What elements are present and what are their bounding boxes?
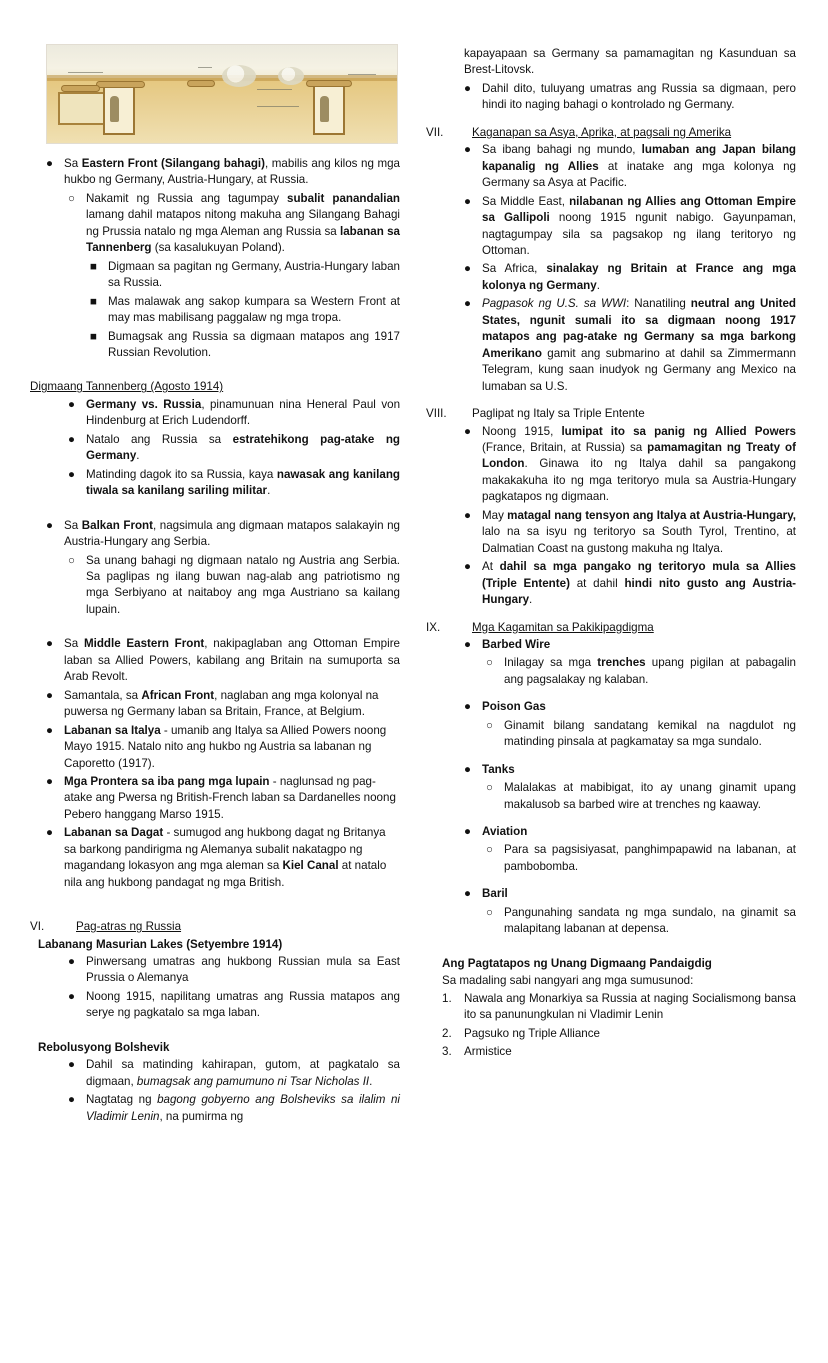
closing-numbered-list <box>442 991 796 1062</box>
list-item <box>464 142 796 192</box>
list-item <box>46 723 400 773</box>
spacer <box>426 877 796 886</box>
bullet-disc-icon: ● <box>464 194 472 208</box>
list-item <box>90 329 400 363</box>
list-item <box>68 397 400 431</box>
section-number: VII. <box>426 125 444 139</box>
list-number: 2. <box>442 1026 452 1040</box>
weapon-item <box>464 886 796 903</box>
rich-text: Sa Middle Eastern Front, nakipaglaban ang Ottoman Empire laban sa Allied Powers, kabilang ang Britain na sumuporta sa Arab Revolt. <box>64 637 400 684</box>
list-item <box>442 1044 796 1061</box>
list-item <box>46 636 400 686</box>
rich-text: May matagal nang tensyon ang Italya at Austria-Hungary, lalo na sa isyu ng teritoryo sa South Tyrol, Trentino, at Dalmatian Coast na gustong makuha ng Italya. <box>482 508 797 555</box>
weapon-label: Aviation <box>482 825 528 839</box>
bullet-disc-icon: ● <box>68 1058 76 1072</box>
list-item <box>442 991 796 1025</box>
bullet-disc-icon: ● <box>68 1093 76 1107</box>
continuation-paragraph <box>464 46 796 80</box>
list-item <box>68 989 400 1023</box>
section-heading-vi <box>30 919 400 935</box>
label-leader-line <box>257 89 292 90</box>
left-column <box>30 40 400 1127</box>
bullet-disc-icon: ● <box>464 825 472 839</box>
spacer <box>426 940 796 956</box>
bullet-disc-icon: ● <box>68 432 76 446</box>
spacer <box>30 363 400 379</box>
rich-text: Ginamit bilang sandatang kemikal na nagdulot ng matinding pinsala at pagkamatay sa mga sundalo. <box>504 718 796 749</box>
label-leader-line <box>348 74 376 75</box>
bullet-square-icon: ■ <box>90 294 98 308</box>
bullet-disc-icon: ● <box>464 297 472 311</box>
rich-text: Pangunahing sandata ng mga sundalo, na ginamit sa malapitang labanan at depensa. <box>504 905 796 936</box>
bullet-square-icon: ■ <box>90 259 98 273</box>
section-heading-vii <box>426 125 796 141</box>
list-item <box>464 559 796 609</box>
rich-text: Sa ibang bahagi ng mundo, lumaban ang Japan bilang kapanalig ng Allies at inatake ang mga kolonya ng Germany sa Asya at Pacific. <box>482 143 796 190</box>
rich-text: Sa Eastern Front (Silangang bahagi), mabilis ang kilos ng mga hukbo ng Germany, Austria-Hungary, at Russia. <box>64 157 401 187</box>
list-item <box>68 467 400 501</box>
bullet-disc-icon: ● <box>464 508 472 522</box>
list-item <box>46 156 400 190</box>
bullet-disc-icon: ● <box>464 262 472 276</box>
rich-text: Nagtatag ng bagong gobyerno ang Bolsheviks sa ilalim ni Vladimir Lenin, na pumirma ng <box>86 1093 400 1123</box>
weapon-label: Barbed Wire <box>482 637 551 651</box>
label-leader-line <box>257 106 299 107</box>
bullet-disc-icon: ● <box>68 955 76 969</box>
list-item <box>486 842 796 876</box>
sandbag-parapet-icon <box>187 80 215 87</box>
list-item <box>464 261 796 295</box>
right-column <box>426 40 796 1062</box>
bullet-disc-icon: ● <box>464 81 472 95</box>
section-heading-viii <box>426 406 796 422</box>
list-item <box>90 259 400 293</box>
bullet-disc-icon: ● <box>46 688 54 702</box>
section-title: Mga Kagamitan sa Pakikipagdigma <box>472 620 654 634</box>
bullet-square-icon: ■ <box>90 329 98 343</box>
bullet-disc-icon: ● <box>46 723 54 737</box>
closing-heading: Ang Pagtatapos ng Unang Digmaang Pandaigdig <box>442 956 712 970</box>
bullet-circle-icon: ○ <box>486 843 494 857</box>
list-item <box>68 553 400 620</box>
bullet-disc-icon: ● <box>68 467 76 481</box>
list-number: 3. <box>442 1045 452 1059</box>
bullet-circle-icon: ○ <box>486 718 494 732</box>
bullet-disc-icon: ● <box>464 887 472 901</box>
list-item <box>90 294 400 328</box>
tannenberg-heading: Digmaang Tannenberg (Agosto 1914) <box>30 380 224 394</box>
soldier-figure-icon <box>110 96 119 122</box>
shrub-icon <box>278 67 304 85</box>
sandbag-parapet-icon <box>306 80 352 87</box>
rich-text: Nakamit ng Russia ang tagumpay subalit panandalian lamang dahil matapos nitong makuha ang Silangang Bahagi ng Prussia natalo ng mga Aleman ang Russia sa labanan sa Tannenberg (sa kasalukuyan Poland). <box>86 191 401 255</box>
rich-text: Mas malawak ang sakop kumpara sa Western Front at may mas mabilisang paggalaw ng mga tropa. <box>108 294 400 325</box>
bullet-disc-icon: ● <box>46 826 54 840</box>
closing-subtitle: Sa madaling sabi nangyari ang mga sumusunod: <box>442 974 694 988</box>
bullet-disc-icon: ● <box>46 637 54 651</box>
bullet-disc-icon: ● <box>46 157 54 170</box>
section-title: Kaganapan sa Asya, Aprika, at pagsali ng Amerika <box>472 125 732 139</box>
list-item <box>464 508 796 558</box>
section-heading-ix <box>426 620 796 636</box>
spacer <box>426 690 796 699</box>
list-item <box>68 1057 400 1091</box>
list-number: 1. <box>442 991 452 1005</box>
rich-text: Labanan sa Dagat - sumugod ang hukbong dagat ng Britanya sa barkong pandirigma ng Alemanya subalit nakatagpo ng magandang lokasyon ang mga aleman sa Kiel Canal at natalo nila ang hukbong pandagat ng mga British. <box>64 826 387 889</box>
weapon-label: Baril <box>482 887 508 901</box>
rich-text: Pagpasok ng U.S. sa WWI: Nanatiling neutral ang United States, ngunit sumali ito sa digmaan noong 1917 matapos ang pag-atake ng Germany sa mga barkong Amerikano gamit ang submarino at dahil sa Zimmermann Telegram, kung saan inudyok ng Germany ang Mexico na lumaban sa U.S. <box>482 297 797 393</box>
sandbag-parapet-icon <box>96 81 145 88</box>
bullet-disc-icon: ● <box>68 989 76 1003</box>
list-item <box>464 194 796 261</box>
list-item <box>442 1026 796 1043</box>
rich-text: Sa Middle East, nilabanan ng Allies ang Ottoman Empire sa Gallipoli noong 1915 ngunit nabigo. Gayunpaman, nagtagumpay sila sa pagsakop ng ilang teritoryo ng Ottoman. <box>482 194 796 257</box>
spacer <box>426 815 796 824</box>
weapon-item <box>464 699 796 716</box>
rich-text: Noong 1915, lumipat ito sa panig ng Allied Powers (France, Britain, at Russia) sa pamamagitan ng Treaty of London. Ginawa ito ng Italya dahil sa pangakong makakakuha ito ng mga teritoryo mula sa Austria-Hungary pagkatapos ng digmaan. <box>482 424 796 504</box>
section-title: Pag-atras ng Russia <box>76 920 182 934</box>
rich-text: Bumagsak ang Russia sa digmaan matapos ang 1917 Russian Revolution. <box>108 329 400 359</box>
bullet-circle-icon: ○ <box>68 191 76 205</box>
list-text: Armistice <box>464 1045 512 1059</box>
list-item <box>464 81 796 115</box>
section-title: Paglipat ng Italy sa Triple Entente <box>472 407 645 421</box>
rich-text: Samantala, sa African Front, naglaban ang mga kolonyal na puwersa ng Germany laban sa Britain, France, at Belgium. <box>64 688 379 719</box>
rich-text: Sa Balkan Front, nagsimula ang digmaan matapos salakayin ng Austria-Hungary ang Serbia. <box>64 518 401 549</box>
list-item <box>486 655 796 689</box>
two-column-layout <box>30 40 798 1127</box>
bullet-disc-icon: ● <box>68 397 76 411</box>
rich-text: Noong 1915, napilitang umatras ang Russia matapos ang serye ng pagkatalo sa mga laban. <box>86 989 400 1020</box>
rich-text: Matinding dagok ito sa Russia, kaya nawasak ang kanilang tiwala sa kanilang sariling militar. <box>86 467 400 498</box>
rich-text: Inilagay sa mga trenches upang pigilan at pabagalin ang pagsalakay ng kalaban. <box>504 656 796 686</box>
list-item <box>46 774 400 824</box>
list-item <box>486 905 796 939</box>
rich-text: Germany vs. Russia, pinamunuan nina Heneral Paul von Hindenburg at Erich Ludendorff. <box>86 397 401 428</box>
rich-text: kapayapaan sa Germany sa pamamagitan ng Kasunduan sa Brest-Litovsk. <box>464 47 796 77</box>
bullet-disc-icon: ● <box>464 762 472 776</box>
list-item <box>46 825 400 892</box>
rich-text: At dahil sa mga pangako ng teritoryo mula sa Allies (Triple Entente) at dahil hindi nito gusto ang Austria-Hungary. <box>482 560 797 607</box>
list-item <box>68 191 400 258</box>
weapon-label: Tanks <box>482 762 515 776</box>
list-item <box>464 296 796 396</box>
bullet-disc-icon: ● <box>46 518 54 532</box>
rich-text: Mga Prontera sa iba pang mga lupain - naglunsad ng pag-atake ang Pwersa ng British-French laban sa Dardanelles noong Pebero hanggang Marso 1915. <box>64 774 396 821</box>
rich-text: Labanan sa Italya - umanib ang Italya sa Allied Powers noong Mayo 1915. Natalo nito ang hukbo ng Austria sa labanan ng Caporetto (1917). <box>64 723 387 770</box>
shrub-icon <box>222 65 256 87</box>
soldier-figure-icon <box>320 96 329 122</box>
section-number: IX. <box>426 620 441 634</box>
masurian-lakes-heading: Labanang Masurian Lakes (Setyembre 1914) <box>38 937 283 951</box>
rich-text: Para sa pagsisiyasat, panghimpapawid na labanan, at pambobomba. <box>504 843 796 873</box>
bullet-circle-icon: ○ <box>68 553 76 567</box>
rich-text: Sa Africa, sinalakay ng Britain at France ang mga kolonya ng Germany. <box>482 262 796 292</box>
spacer <box>426 753 796 762</box>
weapon-item <box>464 762 796 779</box>
weapon-label: Poison Gas <box>482 700 546 714</box>
section-number: VI. <box>30 920 45 934</box>
dugout-shelter-icon <box>58 92 107 125</box>
list-text: Pagsuko ng Triple Alliance <box>464 1026 600 1040</box>
list-item <box>486 718 796 752</box>
rich-text: Malalakas at mabibigat, ito ay unang ginamit upang makalusob sa barbed wire at trenches ng kaaway. <box>504 781 796 811</box>
spacer <box>30 502 400 518</box>
bolshevik-revolution-heading: Rebolusyong Bolshevik <box>38 1040 170 1054</box>
rich-text: Dahil sa matinding kahirapan, gutom, at pagkatalo sa digmaan, bumagsak ang pamumuno ni Tsar Nicholas II. <box>86 1058 400 1088</box>
rich-text: Sa unang bahagi ng digmaan natalo ng Austria ang Serbia. Sa paglipas ng ilang buwan nag-alab ang patriotismo ng mga Serbiyano at naitaboy ang mga Austriano sa kailang lupain. <box>86 553 400 616</box>
bullet-disc-icon: ● <box>464 560 472 574</box>
section-number: VIII. <box>426 407 447 421</box>
weapon-item <box>464 637 796 654</box>
wwi-trench-cross-section-diagram <box>46 44 398 144</box>
list-text: Nawala ang Monarkiya sa Russia at naging Socialismong bansa ito sa panunungkulan ni Vladimir Lenin <box>464 991 796 1022</box>
rich-text: Dahil dito, tuluyang umatras ang Russia sa digmaan, pero hindi ito naging bahagi o kontrolado ng Germany. <box>482 81 796 112</box>
bullet-disc-icon: ● <box>464 637 472 651</box>
bullet-disc-icon: ● <box>464 700 472 714</box>
rich-text: Pinwersang umatras ang hukbong Russian mula sa East Prussia o Alemanya <box>86 955 400 985</box>
bullet-circle-icon: ○ <box>486 905 494 919</box>
spacer <box>30 1024 400 1040</box>
bullet-disc-icon: ● <box>464 424 472 438</box>
list-item <box>486 780 796 814</box>
list-item <box>68 432 400 466</box>
bullet-disc-icon: ● <box>46 774 54 788</box>
label-leader-line <box>68 72 103 73</box>
rich-text: Digmaan sa pagitan ng Germany, Austria-Hungary laban sa Russia. <box>108 259 400 290</box>
spacer <box>30 893 400 909</box>
label-leader-line <box>198 67 212 68</box>
bullet-disc-icon: ● <box>464 143 472 157</box>
list-item <box>464 424 796 507</box>
spacer <box>30 620 400 636</box>
rich-text: Natalo ang Russia sa estratehikong pag-atake ng Germany. <box>86 432 400 463</box>
sandbag-parapet-icon <box>61 85 100 92</box>
bullet-circle-icon: ○ <box>486 656 494 670</box>
bullet-circle-icon: ○ <box>486 781 494 795</box>
list-item <box>68 1092 400 1126</box>
list-item <box>46 518 400 552</box>
list-item <box>68 954 400 988</box>
weapon-item <box>464 824 796 841</box>
list-item <box>46 688 400 722</box>
